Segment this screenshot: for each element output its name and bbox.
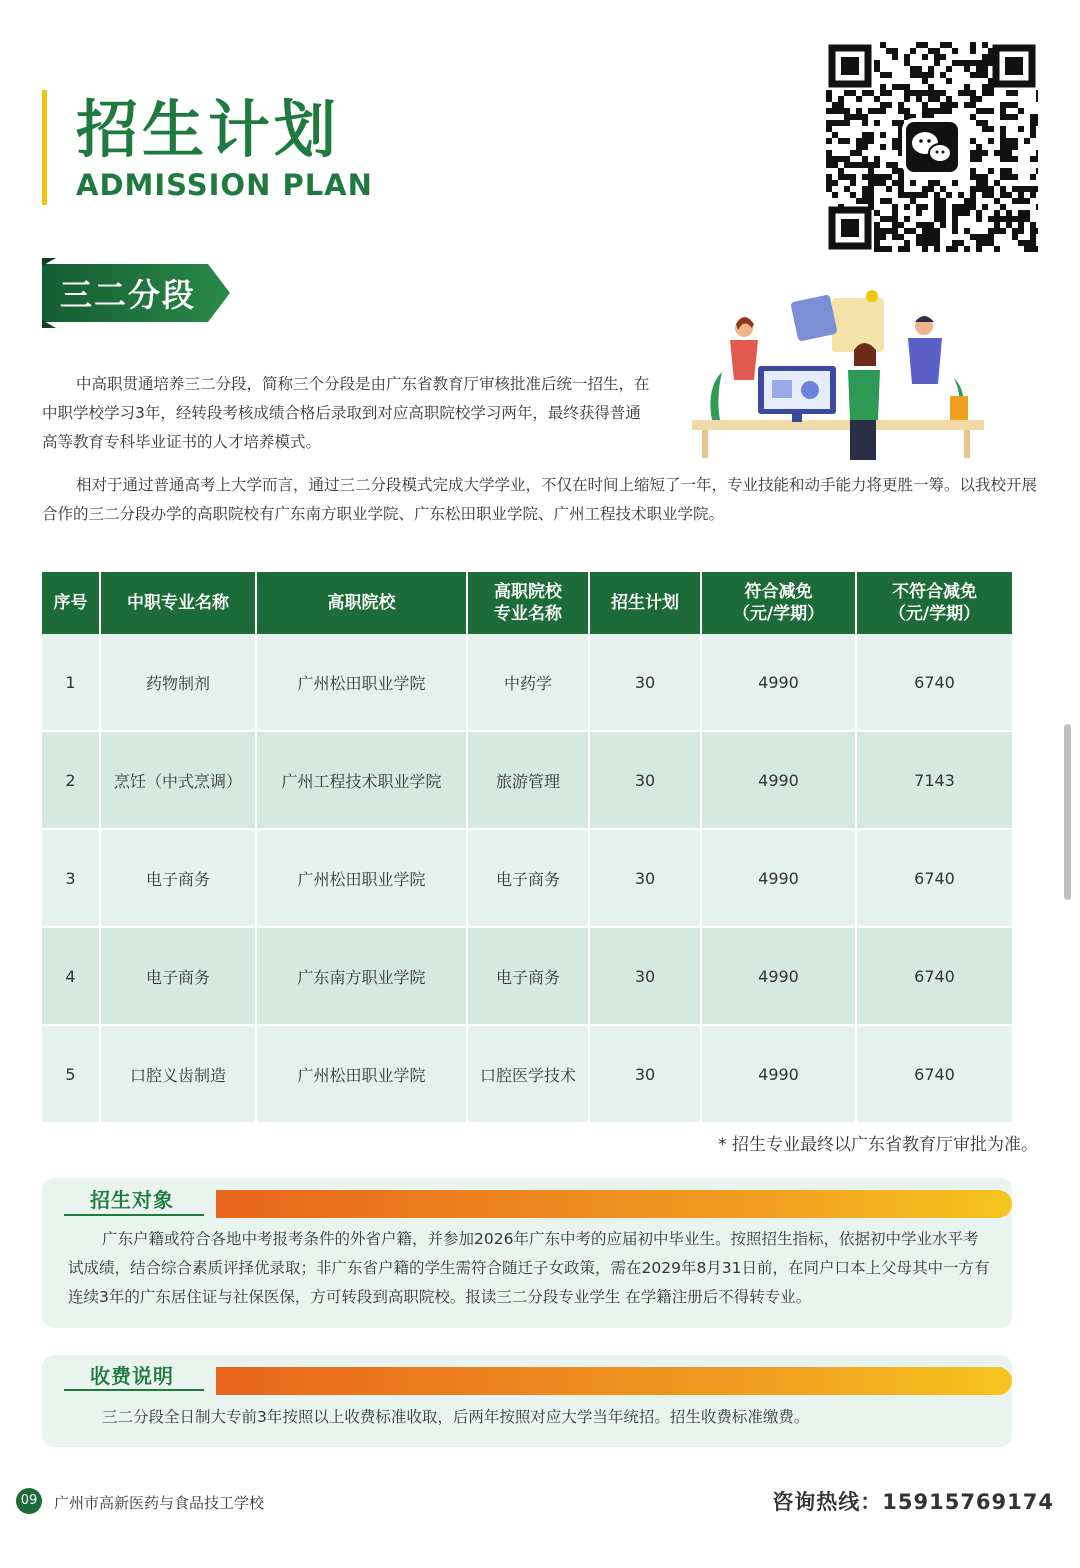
table-header-row: [42, 572, 1012, 634]
cell-college-major: 电子商务: [467, 927, 589, 1025]
orange-accent-bar: [216, 1367, 1012, 1395]
cell-fee-eligible: 4990: [701, 1025, 856, 1123]
hotline: 咨询热线：15915769174: [772, 1490, 1054, 1514]
header-index: 序号: [42, 572, 100, 634]
admission-plan-table: [42, 572, 1012, 1124]
cell-secondary-major: 口腔义齿制造: [100, 1025, 256, 1123]
header-fee-not-eligible: 不符合减免 （元/学期）: [856, 572, 1012, 634]
cell-secondary-major: 电子商务: [100, 829, 256, 927]
target-students-box: [42, 1178, 1012, 1328]
target-students-text: 广东户籍或符合各地中考报考条件的外省户籍，并参加2026年广东中考的应届初中毕业生。按照招生指标，依据初中学业水平考试成绩，结合综合素质评择优录取；非广东省户籍的学生需符合随迁子女政策，需在2029年8月31日前，在同户口本上父母其中一方有连续3年的广东居住证与社保医保，方可转段到高职院校。报读三二分段专业学生 在学籍注册后不得转专业。: [68, 1230, 990, 1306]
header-quota: 招生计划: [589, 572, 701, 634]
cell-index: 5: [42, 1025, 100, 1123]
table-footnote: * 招生专业最终以广东省教育厅审批为准。: [718, 1135, 1038, 1155]
table-row: [42, 829, 1012, 927]
table-row: [42, 634, 1012, 731]
orange-accent-bar: [216, 1190, 1012, 1218]
cell-college: 广州松田职业学院: [256, 634, 467, 731]
cell-fee-not-eligible: 6740: [856, 1025, 1012, 1123]
header-college-major: 高职院校 专业名称: [467, 572, 589, 634]
target-students-title: 招生对象: [90, 1188, 174, 1212]
table-row: [42, 731, 1012, 829]
cell-fee-eligible: 4990: [701, 927, 856, 1025]
cell-quota: 30: [589, 731, 701, 829]
cell-index: 2: [42, 731, 100, 829]
title-accent-bar: [42, 90, 47, 205]
school-name: 广州市高新医药与食品技工学校: [54, 1494, 265, 1512]
office-teamwork-illustration: [692, 288, 992, 460]
cell-college: 广州松田职业学院: [256, 829, 467, 927]
cell-quota: 30: [589, 829, 701, 927]
intro-paragraph-1: 中高职贯通培养三二分段，简称三个分段是由广东省教育厅审核批准后统一招生，在中职学校学习3年，经转段考核成绩合格后录取到对应高职院校学习两年，最终获得普通高等教育专科毕业证书的人才培养模式。: [42, 375, 650, 451]
fee-note-title: 收费说明: [90, 1364, 174, 1388]
intro-paragraph-2: 相对于通过普通高考上大学而言，通过三二分段模式完成大学学业，不仅在时间上缩短了一年，专业技能和动手能力将更胜一筹。以我校开展合作的三二分段办学的高职院校有广东南方职业学院、广东松田职业学院、广州工程技术职业学院。: [42, 476, 1038, 523]
page-number: 09: [16, 1488, 42, 1514]
cell-secondary-major: 电子商务: [100, 927, 256, 1025]
cell-secondary-major: 药物制剂: [100, 634, 256, 731]
cell-fee-eligible: 4990: [701, 634, 856, 731]
cell-fee-not-eligible: 6740: [856, 829, 1012, 927]
table-row: [42, 1025, 1012, 1123]
scrollbar[interactable]: [1064, 724, 1071, 900]
wechat-qr-code-icon: [826, 42, 1038, 252]
header-fee-eligible: 符合减免 （元/学期）: [701, 572, 856, 634]
page-title: 招生计划: [76, 93, 341, 166]
section-tag-label: 三二分段: [60, 276, 197, 314]
cell-college-major: 口腔医学技术: [467, 1025, 589, 1123]
header-secondary-major: 中职专业名称: [100, 572, 256, 634]
fee-note-box: [42, 1355, 1012, 1447]
header-college: 高职院校: [256, 572, 467, 634]
cell-college: 广州松田职业学院: [256, 1025, 467, 1123]
cell-quota: 30: [589, 1025, 701, 1123]
cell-fee-eligible: 4990: [701, 829, 856, 927]
cell-college: 广东南方职业学院: [256, 927, 467, 1025]
cell-quota: 30: [589, 634, 701, 731]
cell-secondary-major: 烹饪（中式烹调）: [100, 731, 256, 829]
cell-college-major: 旅游管理: [467, 731, 589, 829]
cell-index: 1: [42, 634, 100, 731]
cell-college-major: 电子商务: [467, 829, 589, 927]
table-row: [42, 927, 1012, 1025]
title-underline: [64, 1389, 204, 1391]
cell-fee-eligible: 4990: [701, 731, 856, 829]
cell-fee-not-eligible: 6740: [856, 927, 1012, 1025]
cell-fee-not-eligible: 7143: [856, 731, 1012, 829]
title-underline: [64, 1214, 204, 1216]
fee-note-text: 三二分段全日制大专前3年按照以上收费标准收取，后两年按照对应大学当年统招。招生收费标准缴费。: [102, 1408, 810, 1426]
cell-college-major: 中药学: [467, 634, 589, 731]
cell-college: 广州工程技术职业学院: [256, 731, 467, 829]
cell-quota: 30: [589, 927, 701, 1025]
cell-fee-not-eligible: 6740: [856, 634, 1012, 731]
cell-index: 4: [42, 927, 100, 1025]
cell-index: 3: [42, 829, 100, 927]
page-subtitle: ADMISSION PLAN: [76, 168, 373, 202]
